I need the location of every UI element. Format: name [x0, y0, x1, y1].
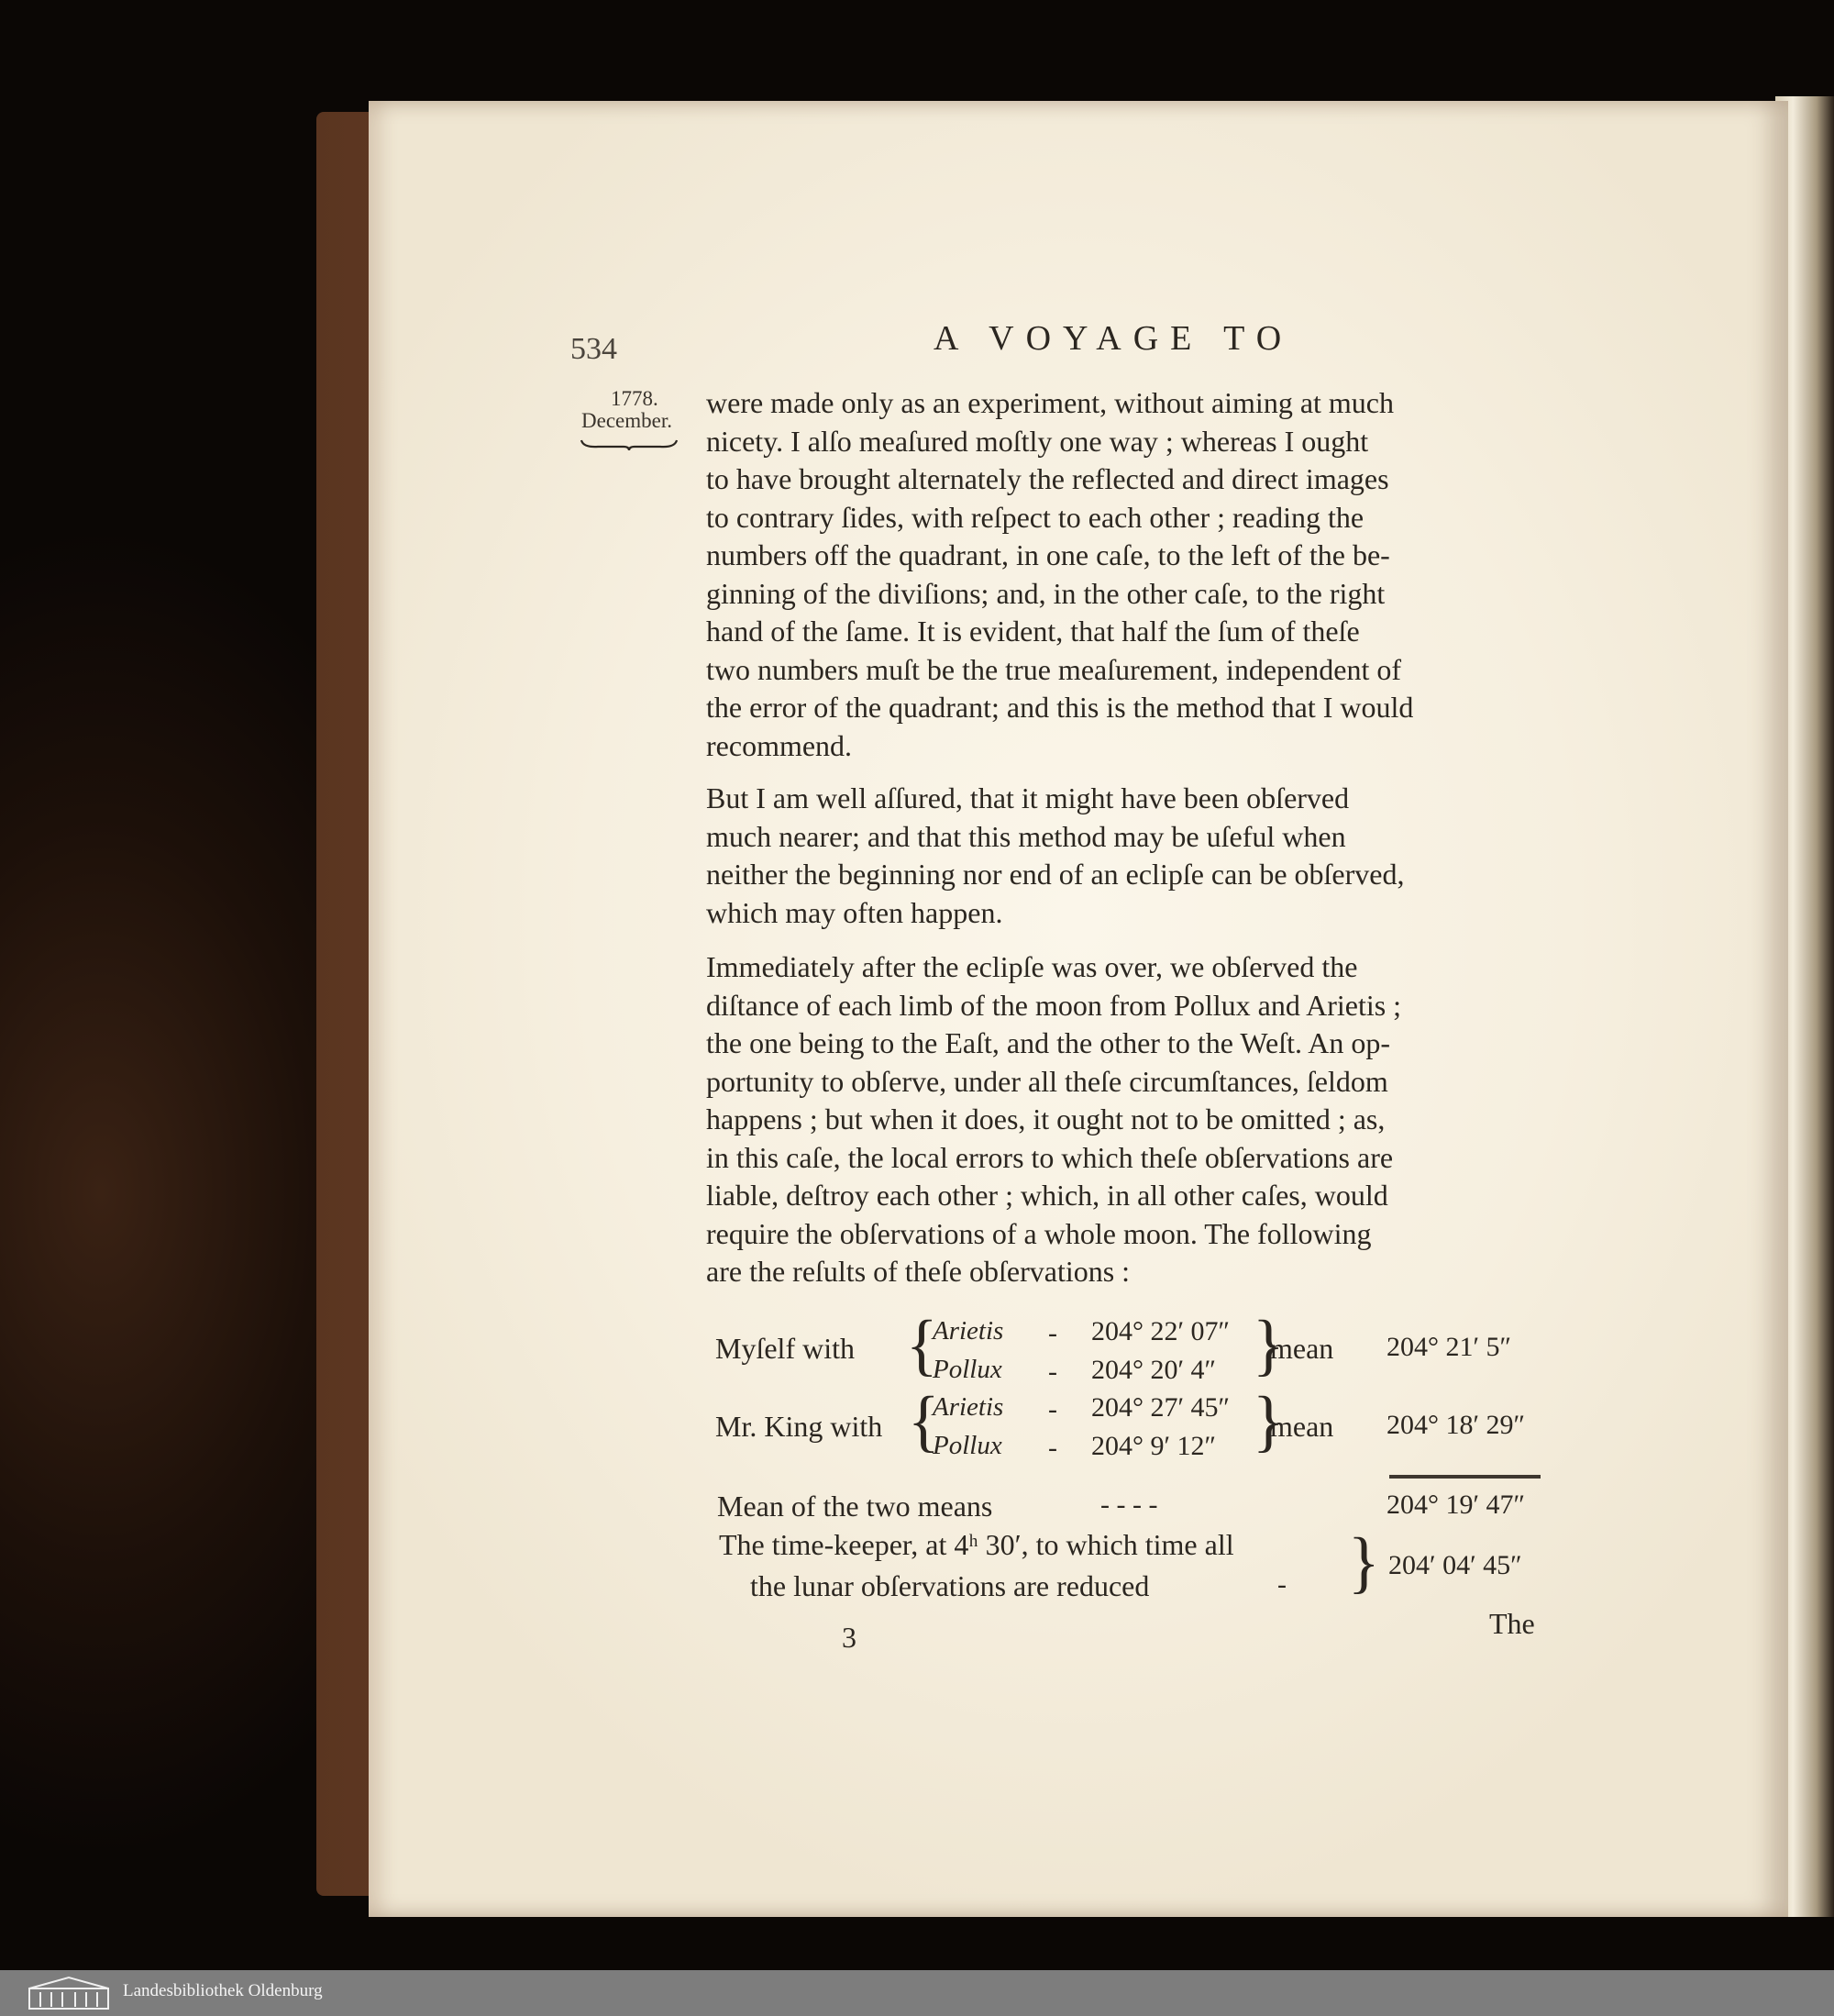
text-line: hand of the ſame. It is evident, that half the ſum of theſe — [706, 615, 1360, 648]
margin-month: December. — [581, 409, 672, 432]
timekeeper-line-1: The time-keeper, at 4ʰ 30′, to which time all — [719, 1528, 1234, 1561]
text-line: ginning of the diviſions; and, in the other caſe, to the right — [706, 576, 1386, 610]
catchword: The — [1489, 1607, 1535, 1640]
text-line: much nearer; and that this method may be uſeful when — [706, 819, 1346, 853]
library-building-icon — [28, 1976, 110, 2010]
dash: - — [1048, 1318, 1057, 1348]
mean-of-means-value: 204° 19′ 47″ — [1387, 1490, 1526, 1520]
sum-rule — [1389, 1475, 1541, 1479]
value-pollux-1: 204° 20′ 4″ — [1091, 1355, 1217, 1385]
text-line: liable, deſtroy each other ; which, in all other caſes, would — [706, 1179, 1388, 1212]
right-brace: } — [1253, 1306, 1285, 1383]
running-head: A VOYAGE TO — [934, 319, 1294, 358]
mean-label-1: mean — [1270, 1332, 1334, 1365]
value-pollux-2: 204° 9′ 12″ — [1091, 1431, 1217, 1461]
text-line: recommend. — [706, 728, 853, 762]
text-line: But I am well aſſured, that it might have been obſerved — [706, 781, 1350, 814]
margin-year: 1778. — [611, 387, 658, 410]
page-number: 534 — [570, 332, 617, 366]
text-line: diſtance of each limb of the moon from Pollux and Arietis ; — [706, 988, 1402, 1022]
star-arietis-2: Arietis — [933, 1392, 1004, 1422]
paragraph-1 — [706, 384, 1531, 765]
library-name: Landesbibliothek Oldenburg — [123, 1981, 323, 2000]
text-line: numbers off the quadrant, in one caſe, to the left of the be- — [706, 538, 1390, 571]
text-line: happens ; but when it does, it ought not to be omitted ; as, — [706, 1102, 1386, 1135]
star-arietis-1: Arietis — [933, 1316, 1004, 1346]
text-line: to have brought alternately the reflected and direct images — [706, 462, 1389, 495]
signature-mark: 3 — [842, 1621, 856, 1654]
observer-myself: Myſelf with — [715, 1332, 855, 1365]
text-line: portunity to obſerve, under all theſe circumſtances, ſeldom — [706, 1064, 1388, 1098]
text-line: which may often happen. — [706, 895, 1003, 929]
text-line: to contrary ſides, with reſpect to each other ; reading the — [706, 500, 1364, 534]
mean-value-2: 204° 18′ 29″ — [1387, 1410, 1526, 1440]
dash: - — [1048, 1394, 1057, 1424]
left-brace: { — [908, 1382, 940, 1459]
dash: - — [1048, 1357, 1057, 1387]
value-arietis-2: 204° 27′ 45″ — [1091, 1392, 1231, 1423]
text-line: Immediately after the eclipſe was over, we obſerved the — [706, 950, 1358, 983]
mean-label-2: mean — [1270, 1410, 1334, 1443]
right-brace: } — [1253, 1382, 1285, 1459]
text-line: the one being to the Eaſt, and the other to the Weſt. An op- — [706, 1026, 1390, 1059]
dash: - — [1277, 1569, 1287, 1600]
star-pollux-2: Pollux — [933, 1431, 1002, 1460]
text-line: neither the beginning nor end of an eclipſe can be obſerved, — [706, 858, 1405, 891]
text-line: require the obſervations of a whole moon. The following — [706, 1216, 1372, 1250]
timekeeper-line-2: the lunar obſervations are reduced — [750, 1569, 1150, 1602]
text-line: nicety. I alſo meaſured moſtly one way ; whereas I ought — [706, 424, 1369, 458]
mean-value-1: 204° 21′ 5″ — [1387, 1332, 1512, 1362]
timekeeper-value: 204′ 04′ 45″ — [1388, 1550, 1522, 1580]
dash: - — [1048, 1433, 1057, 1463]
text-line: two numbers muſt be the true meaſurement, independent of — [706, 652, 1401, 686]
text-line: were made only as an experiment, without aiming at much — [706, 386, 1394, 419]
paragraph-2 — [706, 780, 1531, 932]
text-line: in this caſe, the local errors to which theſe obſervations are — [706, 1140, 1394, 1174]
margin-brace-icon — [580, 438, 679, 451]
star-pollux-1: Pollux — [933, 1355, 1002, 1384]
mean-of-means-label: Mean of the two means — [717, 1490, 993, 1523]
value-arietis-1: 204° 22′ 07″ — [1091, 1316, 1231, 1346]
footer-bar — [0, 1970, 1834, 2016]
paragraph-3 — [706, 948, 1531, 1291]
text-line: the error of the quadrant; and this is the method that I would — [706, 691, 1414, 724]
right-brace: } — [1348, 1523, 1380, 1601]
text-line: are the reſults of theſe obſervations : — [706, 1255, 1131, 1288]
left-brace: { — [906, 1306, 938, 1383]
observer-king: Mr. King with — [715, 1410, 883, 1443]
mean-of-means-dashes: - - - - — [1100, 1490, 1158, 1520]
